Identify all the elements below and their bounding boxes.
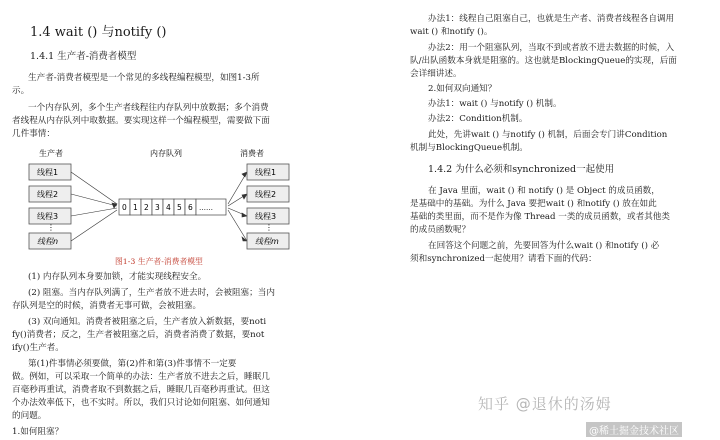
- queue-title: 内存队列: [150, 149, 182, 158]
- chapter-title: 1.4 wait () 与notify (): [30, 25, 167, 40]
- producer-title: 生产者: [39, 149, 63, 158]
- paragraph-line: wait () 和notify ()。: [410, 27, 493, 37]
- paragraph-line: 做。例如，可以采取一个简单的办法：生产者放不进去之后，睡眠几: [12, 372, 270, 382]
- paragraph-line: 须和synchronized一起使用？请看下面的代码：: [410, 254, 597, 264]
- queue-cell-label: 5: [177, 203, 182, 212]
- paragraph-line: 此处，先讲wait () 与notify () 机制，后面会专门讲Condition: [428, 130, 668, 140]
- section-heading: 1.4.2 为什么必须和synchronized一起使用: [428, 164, 615, 175]
- paragraph-line: 示。: [12, 86, 30, 96]
- figure-caption: 图1-3 生产者-消费者模型: [115, 257, 203, 266]
- paragraph-line: 几件事情：: [12, 129, 55, 139]
- paragraph-line: 是基础中的基础。为什么 Java 要把wait () 和notify () 放在如此: [410, 199, 657, 209]
- producer-threads: [29, 164, 71, 249]
- consumer-label: 线程m: [255, 237, 279, 246]
- paragraph-line: 办法2：用一个阻塞队列，当取不到或者放不进去数据的时候，入: [428, 43, 675, 53]
- consumer-title: 消费者: [240, 149, 264, 158]
- producer-dots: ⋮: [47, 223, 55, 232]
- queue-cell-label: 3: [155, 203, 160, 212]
- paragraph-line: 的成员函数呢？: [410, 225, 471, 235]
- queue-cell-label: 1: [133, 203, 138, 212]
- producer-arrows: [71, 172, 117, 241]
- paragraph-line: 办法2：Condition机制。: [428, 114, 528, 124]
- paragraph-line: 基础的类里面，而不是作为像 Thread 一类的成员函数，或者其他类: [410, 212, 670, 222]
- consumer-label: 线程3: [255, 212, 277, 221]
- paragraph-line: 生产者-消费者模型是一个常见的多线程编程模型，如图1-3所: [28, 73, 260, 83]
- paragraph-line: 第(1)件事情必须要做，第(2)件和第(3)件事情不一定要: [28, 359, 237, 369]
- consumer-threads: [247, 164, 289, 249]
- list-item: 存队列是空的时候，消费者无事可做，会被阻塞。: [12, 301, 202, 311]
- paragraph-line: 办法1：wait () 与notify () 机制。: [428, 99, 562, 109]
- queue-cell-label: 0: [122, 203, 127, 212]
- queue-cell-label: 6: [188, 203, 193, 212]
- consumer-label: 线程2: [255, 190, 277, 199]
- paragraph-line: 百毫秒再重试，消费者取不到数据之后，睡眠几百毫秒再重试。但这: [12, 385, 270, 395]
- question-heading: 1.如何阻塞？: [12, 427, 64, 437]
- paragraph-line: 者线程从内存队列中取数据。要实现这样一个编程模型，需要做下面: [12, 116, 270, 126]
- paragraph-line: 队/出队函数本身就是阻塞的。这也就是BlockingQueue的实现，后面: [410, 56, 677, 66]
- producer-label: 线程n: [37, 237, 59, 246]
- list-item: (1) 内存队列本身要加锁，才能实现线程安全。: [28, 272, 207, 282]
- paragraph-line: 机制与BlockingQueue机制。: [410, 143, 528, 153]
- producer-consumer-diagram: [25, 142, 295, 260]
- list-item: (2) 阻塞。当内存队列满了，生产者放不进去时，会被阻塞；当内: [28, 288, 275, 298]
- section-heading: 1.4.1 生产者-消费者模型: [30, 51, 137, 62]
- paragraph-line: 会详细讲述。: [410, 69, 462, 79]
- paragraph-line: 个办法效率低下，也不实时。所以，我们只讨论如何阻塞、如何通知: [12, 398, 270, 408]
- paragraph-line: 一个内存队列，多个生产者线程往内存队列中放数据；多个消费: [28, 103, 269, 113]
- watermark-sub: @稀土掘金技术社区: [586, 422, 682, 437]
- producer-label: 线程2: [37, 190, 59, 199]
- queue-dots: ……: [199, 204, 213, 212]
- paragraph-line: 在回答这个问题之前，先要回答为什么wait () 和notify () 必: [428, 241, 660, 251]
- paragraph-line: 在 Java 里面，wait () 和 notify () 是 Object 的成员函数，: [428, 186, 660, 196]
- consumer-dots: ⋮: [265, 223, 273, 232]
- producer-label: 线程1: [37, 168, 59, 177]
- list-item: fy()消费者；反之，生产者被阻塞之后，消费者消费了数据，要not: [12, 330, 265, 340]
- consumer-label: 线程1: [255, 168, 277, 177]
- watermark: 知乎 @退休的汤姆: [478, 395, 612, 413]
- paragraph-line: 办法1：线程自己阻塞自己，也就是生产者、消费者线程各自调用: [428, 14, 675, 24]
- queue-cell-label: 4: [166, 203, 171, 212]
- memory-queue: [119, 199, 226, 215]
- consumer-arrows: [228, 172, 247, 241]
- question-heading: 2.如何双向通知？: [428, 84, 497, 94]
- producer-label: 线程3: [37, 212, 59, 221]
- queue-cell-label: 2: [144, 203, 149, 212]
- paragraph-line: 的问题。: [12, 411, 47, 421]
- list-item: ify()生产者。: [12, 343, 64, 353]
- list-item: (3) 双向通知。消费者被阻塞之后，生产者放入新数据，要noti: [28, 317, 267, 327]
